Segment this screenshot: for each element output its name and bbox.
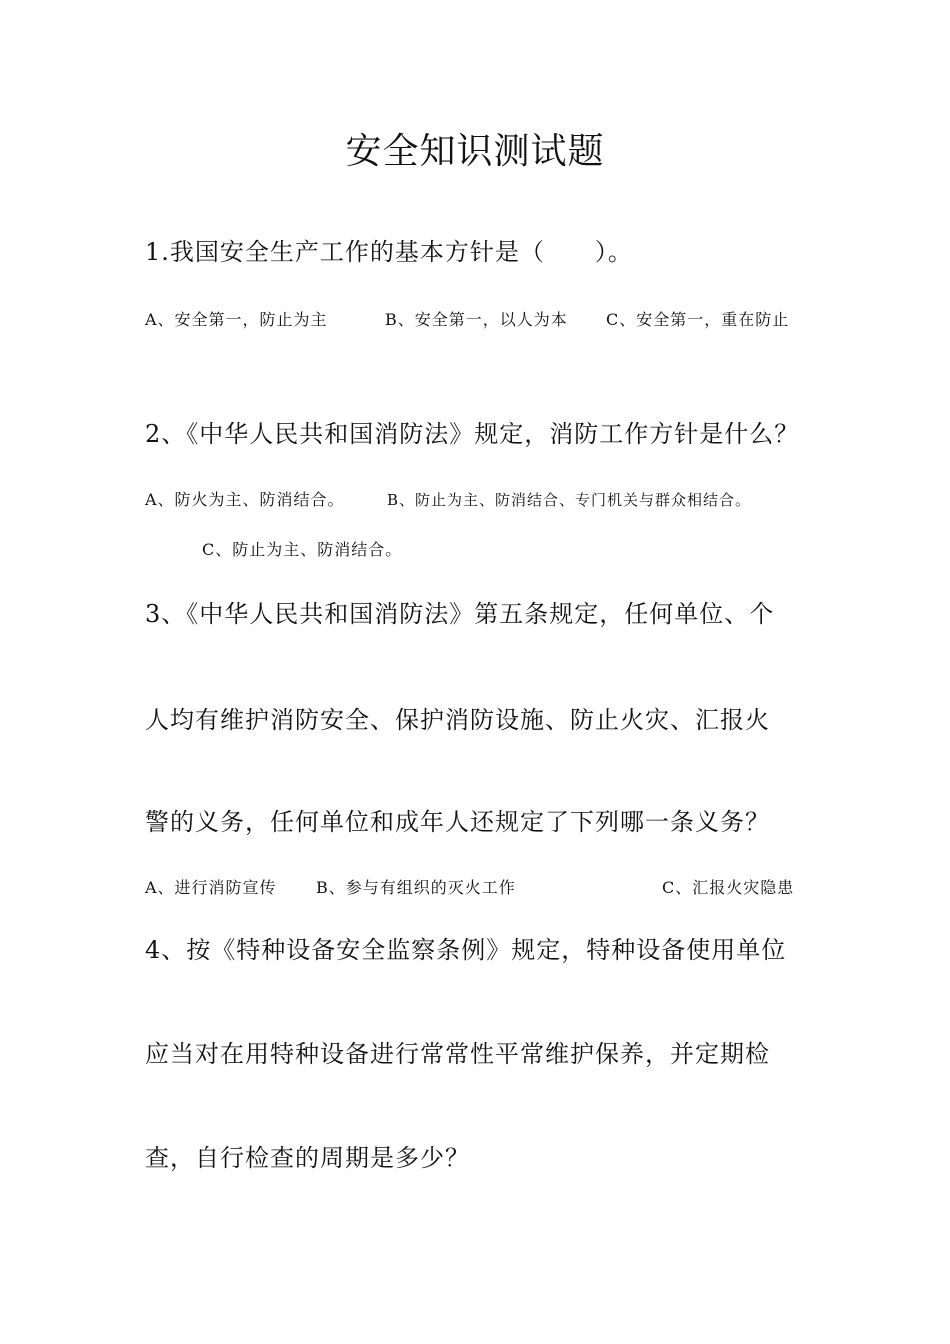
- question-2-option-a: A、防火为主、防消结合。: [145, 490, 345, 509]
- question-1-option-c: C、安全第一，重在防止: [606, 310, 790, 329]
- question-3-option-a: A、进行消防宣传: [145, 878, 277, 897]
- question-4-line-3: 查，自行检查的周期是多少？: [145, 1144, 470, 1172]
- question-4-line-2: 应当对在用特种设备进行常常性平常维护保养，并定期检: [145, 1040, 770, 1068]
- question-1-option-a: A、安全第一，防止为主: [145, 310, 328, 329]
- page-title: 安全知识测试题: [345, 131, 605, 172]
- question-1-line-1: 1.我国安全生产工作的基本方针是（ ）。: [145, 238, 633, 266]
- question-3-option-b: B、参与有组织的灭火工作: [316, 878, 516, 897]
- question-3-line-3: 警的义务，任何单位和成年人还规定了下列哪一条义务？: [145, 808, 770, 836]
- question-3-option-c: C、汇报火灾隐患: [662, 878, 795, 897]
- question-2-option-c: C、防止为主、防消结合。: [202, 540, 403, 559]
- question-3-line-1: 3、《中华人民共和国消防法》第五条规定，任何单位、个: [145, 600, 775, 628]
- question-4-line-1: 4、按《特种设备安全监察条例》规定，特种设备使用单位: [145, 936, 787, 964]
- question-2-line-1: 2、《中华人民共和国消防法》规定，消防工作方针是什么？: [145, 420, 800, 448]
- question-3-line-2: 人均有维护消防安全、保护消防设施、防止火灾、汇报火: [145, 706, 770, 734]
- question-1-option-b: B、安全第一，以人为本: [385, 310, 568, 329]
- question-2-option-b: B、防止为主、防消结合、专门机关与群众相结合。: [387, 491, 752, 509]
